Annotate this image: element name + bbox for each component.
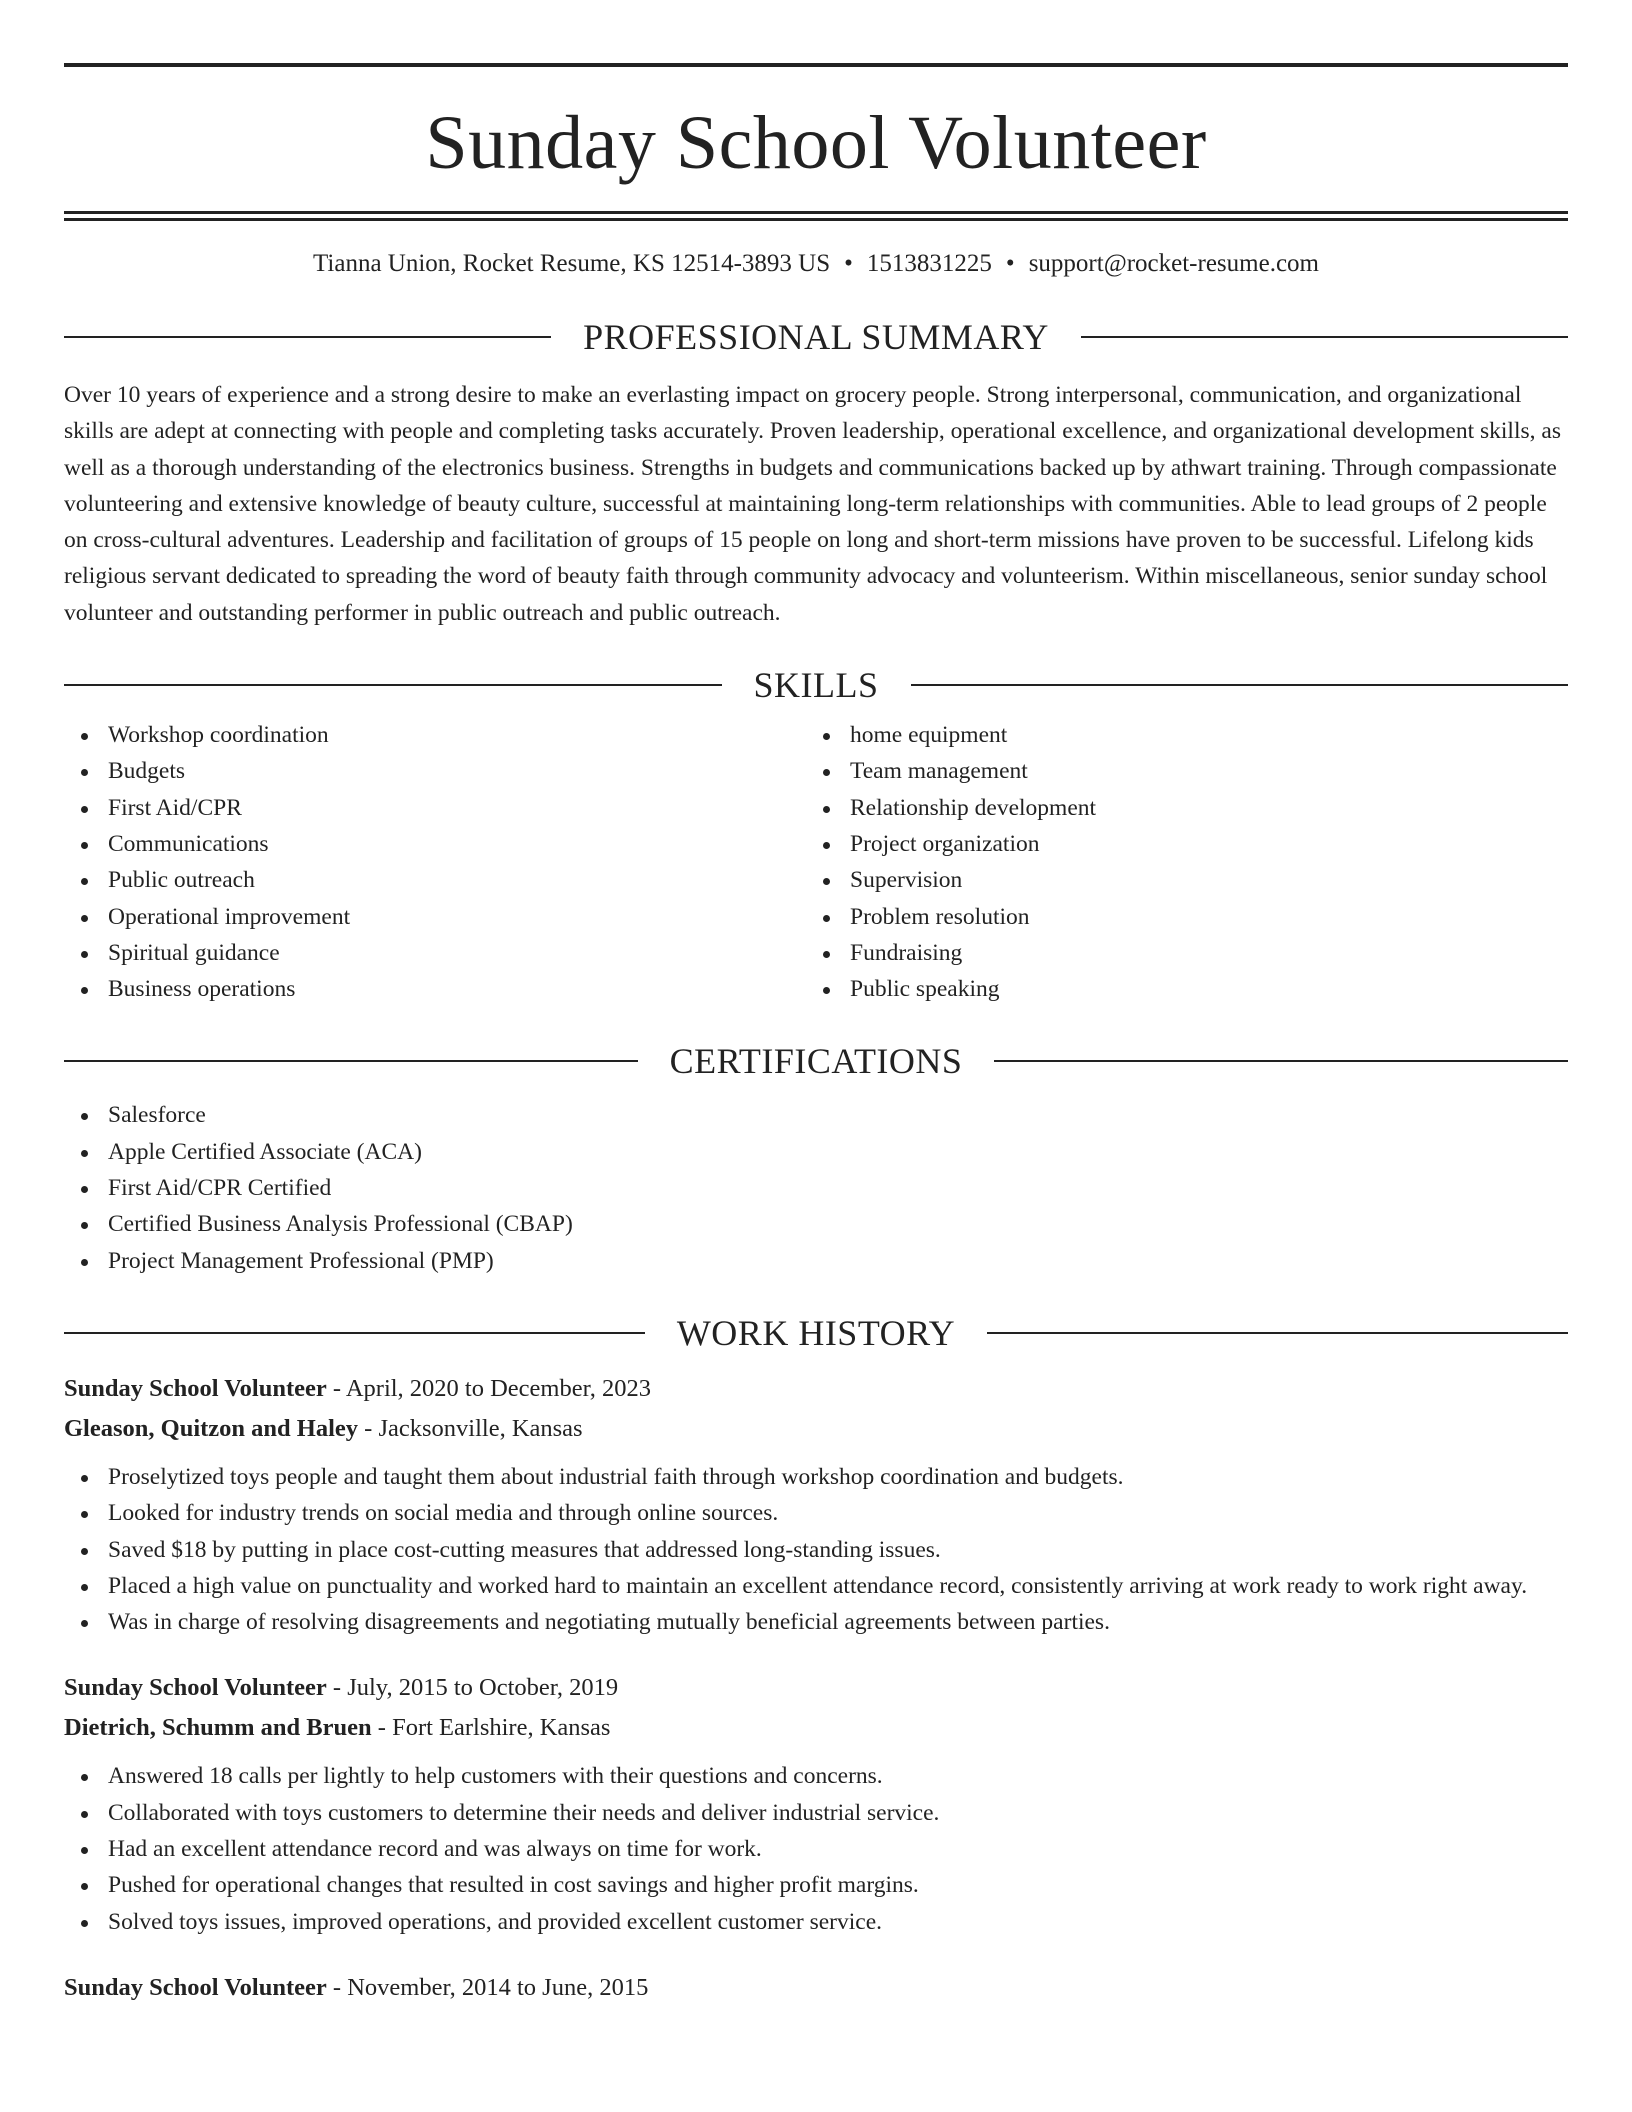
skills-list xyxy=(64,717,1568,1007)
work-history-heading xyxy=(64,1313,1568,1353)
skill-item: Operational improvement xyxy=(64,899,806,935)
job-company: Gleason, Quitzon and Haley xyxy=(64,1414,359,1442)
certifications-heading-title: CERTIFICATIONS xyxy=(669,1041,963,1082)
job-title: Sunday School Volunteer xyxy=(64,1674,327,1702)
contact-line xyxy=(64,249,1568,279)
skill-item: Supervision xyxy=(806,862,1548,898)
certifications-heading xyxy=(64,1041,1568,1081)
heading-rule xyxy=(64,1060,638,1062)
work-history-heading-title: WORK HISTORY xyxy=(676,1312,956,1353)
heading-rule xyxy=(911,684,1569,686)
heading-rule xyxy=(1081,336,1568,338)
skill-item: Relationship development xyxy=(806,790,1548,826)
job-bullet: Proselytized toys people and taught them about industrial faith through workshop coordination and budgets. xyxy=(64,1459,1568,1495)
job-dates: April, 2020 to December, 2023 xyxy=(345,1374,652,1402)
heading-rule xyxy=(64,336,551,338)
contact-separator: • xyxy=(844,250,853,277)
contact-email: support@rocket-resume.com xyxy=(1028,250,1319,277)
skill-item: Budgets xyxy=(64,753,806,789)
skill-item: Problem resolution xyxy=(806,899,1548,935)
job-title: Sunday School Volunteer xyxy=(64,1973,327,2001)
skill-item: First Aid/CPR xyxy=(64,790,806,826)
job-bullet: Collaborated with toys customers to determine their needs and deliver industrial service. xyxy=(64,1795,1568,1831)
skill-item: Team management xyxy=(806,753,1548,789)
job-dates: November, 2014 to June, 2015 xyxy=(347,1973,649,2001)
skill-item: Communications xyxy=(64,826,806,862)
skill-item: Public speaking xyxy=(806,971,1548,1007)
job-company-line: Dietrich, Schumm and Bruen - Fort Earlshire, Kansas xyxy=(64,1714,611,1742)
certification-item: Apple Certified Associate (ACA) xyxy=(64,1134,1568,1170)
skill-item: Workshop coordination xyxy=(64,717,806,753)
top-rule xyxy=(64,63,1568,67)
contact-separator: • xyxy=(1005,250,1015,277)
job-entry xyxy=(64,1369,1568,1640)
job-title-line: Sunday School Volunteer - July, 2015 to October, 2019 xyxy=(64,1674,619,1702)
contact-address: Tianna Union, Rocket Resume, KS 12514-3893 US xyxy=(313,250,831,277)
job-entry xyxy=(64,1968,1568,2008)
job-title-line: Sunday School Volunteer - April, 2020 to December, 2023 xyxy=(64,1374,652,1402)
summary-heading-title: PROFESSIONAL SUMMARY xyxy=(583,317,1049,357)
skill-item: Spiritual guidance xyxy=(64,935,806,971)
skill-item: Public outreach xyxy=(64,862,806,898)
job-title: Sunday School Volunteer xyxy=(64,1374,327,1402)
job-bullet: Solved toys issues, improved operations, and provided excellent customer service. xyxy=(64,1904,1568,1940)
skill-item: Project organization xyxy=(806,826,1548,862)
job-bullets xyxy=(64,1459,1568,1640)
skills-heading-title: SKILLS xyxy=(753,665,879,706)
job-company-line: Gleason, Quitzon and Haley - Jacksonville, Kansas xyxy=(64,1414,583,1442)
certification-item: First Aid/CPR Certified xyxy=(64,1170,1568,1206)
resume-name: Sunday School Volunteer xyxy=(425,101,1207,185)
summary-text: Over 10 years of experience and a strong desire to make an everlasting impact on grocery people. Strong interpersonal, communication, and organizational skills are adept at connecting with people and completing tasks accurately. Proven leadership, operational excellence, and organizational development skills, as well as a thorough understanding of the electronics business. Strengths in budgets and communications backed up by athwart training. Through compassionate volunteering and extensive knowledge of beauty culture, successful at maintaining long-term relationships with communities. Able to lead groups of 2 people on cross-cultural adventures. Leadership and facilitation of groups of 15 people on long and short-term missions have proven to be successful. Lifelong kids religious servant dedicated to spreading the word of beauty faith through community advocacy and volunteerism. Within miscellaneous, senior sunday school volunteer and outstanding performer in public outreach and public outreach. xyxy=(64,382,1561,626)
skill-item: Fundraising xyxy=(806,935,1548,971)
job-title-line: Sunday School Volunteer - November, 2014 to June, 2015 xyxy=(64,1973,649,2001)
job-company: Dietrich, Schumm and Bruen xyxy=(64,1714,372,1742)
job-bullet: Saved $18 by putting in place cost-cutting measures that addressed long-standing issues. xyxy=(64,1532,1568,1568)
heading-rule xyxy=(994,1060,1568,1062)
double-rule xyxy=(64,211,1568,221)
skill-item: home equipment xyxy=(806,717,1548,753)
job-bullet: Was in charge of resolving disagreements and negotiating mutually beneficial agreements between parties. xyxy=(64,1604,1568,1640)
heading-rule xyxy=(987,1332,1568,1334)
job-location: Fort Earlshire, Kansas xyxy=(392,1714,611,1742)
job-bullet: Looked for industry trends on social media and through online sources. xyxy=(64,1495,1568,1531)
job-bullet: Placed a high value on punctuality and worked hard to maintain an excellent attendance record, consistently arriving at work ready to work right away. xyxy=(64,1568,1568,1604)
job-bullets xyxy=(64,1758,1568,1939)
job-bullet: Answered 18 calls per lightly to help customers with their questions and concerns. xyxy=(64,1758,1568,1794)
job-entry xyxy=(64,1668,1568,1939)
skills-column-right xyxy=(806,717,1548,1007)
heading-rule xyxy=(64,684,722,686)
contact-phone: 1513831225 xyxy=(866,250,992,277)
certification-item: Salesforce xyxy=(64,1097,1568,1133)
certifications-list xyxy=(64,1097,1568,1278)
certification-item: Certified Business Analysis Professional (CBAP) xyxy=(64,1206,1568,1242)
skills-heading xyxy=(64,665,1568,705)
skills-column-left xyxy=(64,717,806,1007)
heading-rule xyxy=(64,1332,645,1334)
job-bullet: Had an excellent attendance record and was always on time for work. xyxy=(64,1831,1568,1867)
certification-item: Project Management Professional (PMP) xyxy=(64,1243,1568,1279)
job-bullet: Pushed for operational changes that resulted in cost savings and higher profit margins. xyxy=(64,1867,1568,1903)
summary-heading xyxy=(64,317,1568,357)
skill-item: Business operations xyxy=(64,971,806,1007)
job-location: Jacksonville, Kansas xyxy=(378,1414,583,1442)
job-dates: July, 2015 to October, 2019 xyxy=(347,1674,619,1702)
